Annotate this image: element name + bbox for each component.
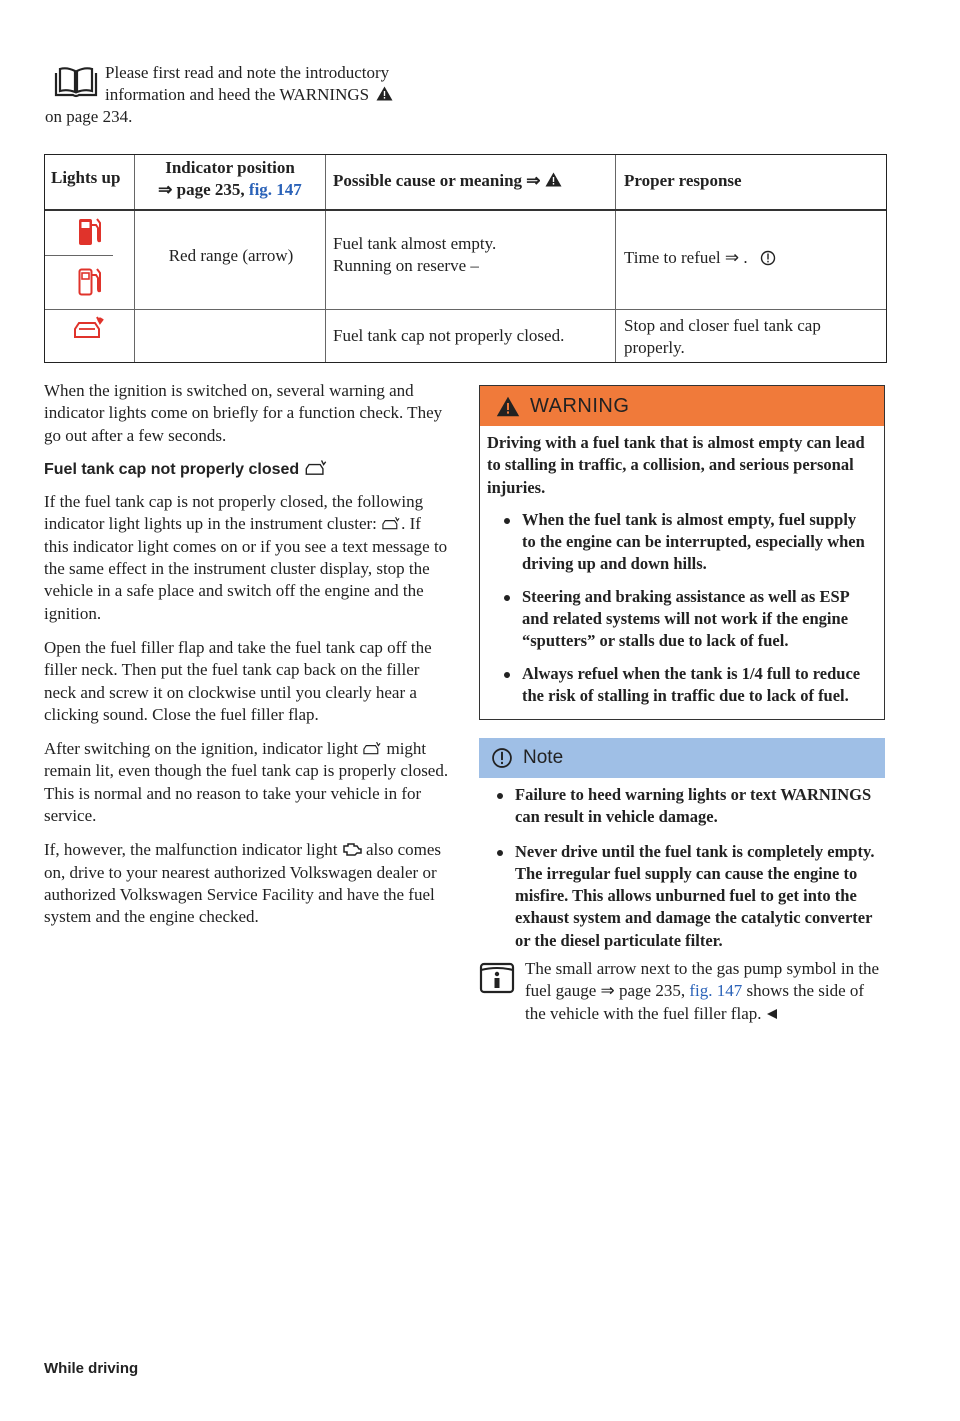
note-bullet: Failure to heed warning lights or text WARNINGS can result in vehicle damage. — [480, 784, 875, 829]
info-text: The small arrow next to the gas pump symbol in the fuel gauge ⇒ page 235, fig. 147 shows the side of the vehicle with the fuel filler flap. — [525, 959, 880, 1023]
paragraph-cap-warning: If the fuel tank cap is not properly closed, the following indicator light lights up in the instrument cluster: . If this indicator light comes on or if you see a text message to the same effect in the instrument cluster display, stop the vehicle in a safe place and switch off the engine and the ignition. — [44, 492, 448, 623]
paragraph-malfunction: If, however, the malfunction indicator light also comes on, drive to your nearest authorized Volkswagen dealer or authorized Volkswagen Service Facility and have the fuel system and the engine checked. — [44, 840, 442, 927]
header-indicator-position: Indicator position ⇒ page 235, fig. 147 — [158, 158, 302, 199]
warning-bullet: Steering and braking assistance as well as ESP and related systems will not work if the engine “sputters” or stalls due to lack of fuel. — [487, 586, 874, 653]
header-possible-cause: Possible cause or meaning ⇒ — [333, 170, 562, 192]
note-header: Note — [479, 738, 885, 778]
book-icon — [53, 65, 99, 105]
row2-response: Stop and closer fuel tank cap properly. — [624, 316, 821, 357]
header-lights-up: Lights up — [51, 168, 121, 187]
engine-malfunction-icon — [342, 842, 362, 856]
fuel-cap-icon — [362, 741, 382, 756]
fuel-cap-icon — [304, 459, 328, 477]
info-note — [479, 958, 889, 1025]
intro-line-3: on page 234. — [45, 107, 133, 126]
note-box — [479, 738, 885, 964]
fuel-pump-outline-icon — [77, 265, 103, 303]
row1-response: Time to refuel ⇒ . — [624, 247, 748, 269]
info-book-icon — [479, 960, 515, 996]
warning-triangle-icon — [376, 86, 393, 101]
paragraph-intro: When the ignition is switched on, several warning and indicator lights come on briefly for a function check. They go out after a few seconds. — [44, 381, 443, 445]
warning-intro: Driving with a fuel tank that is almost empty can lead to stalling in traffic, a collision, and serious personal injuries. — [487, 433, 865, 497]
indicator-table — [44, 154, 887, 363]
note-circle-icon — [760, 250, 776, 266]
page-footer: While driving — [44, 1360, 139, 1377]
header-proper-response: Proper response — [624, 171, 742, 190]
row1-cause: Fuel tank almost empty. Running on reserve – — [333, 234, 497, 275]
paragraph-instructions: Open the fuel filler flap and take the fuel tank cap off the filler neck. Then put the fuel tank cap back on the filler neck and screw it on clockwise until you clearly hear a clicking sound. Close the fuel filler flap. — [44, 637, 432, 724]
warning-bullet: When the fuel tank is almost empty, fuel supply to the engine can be interrupted, especially when driving up and down hills. — [487, 509, 874, 576]
fuel-cap-icon — [381, 516, 401, 531]
section-heading: Fuel tank cap not properly closed — [44, 459, 449, 481]
intro-line-1: Please first read and note the introductory — [105, 63, 390, 82]
warning-triangle-icon — [496, 396, 520, 417]
fuel-pump-red-icon — [77, 215, 103, 253]
warning-box — [479, 385, 885, 720]
left-column — [44, 380, 449, 941]
warning-bullet: Always refuel when the tank is 1/4 full to reduce the risk of stalling in traffic due to lack of fuel. — [487, 663, 874, 708]
note-bullet: Never drive until the fuel tank is completely empty. The irregular fuel supply can cause the engine to misfire. This allows unburned fuel to get into the exhaust system and damage the catalytic converter or the diesel particulate filter. — [480, 841, 875, 952]
intro-line-2: information and heed the WARNINGS — [45, 84, 475, 106]
end-arrow-icon — [766, 1008, 778, 1020]
paragraph-after-ignition: After switching on the ignition, indicator light might remain lit, even though the fuel tank cap is properly closed. This is normal and no reason to take your vehicle in for service. — [44, 739, 449, 826]
intro-note — [45, 62, 475, 128]
fuel-cap-red-icon — [73, 315, 105, 347]
note-circle-icon — [491, 747, 513, 769]
row2-cause: Fuel tank cap not properly closed. — [333, 326, 565, 345]
warning-header: WARNING — [480, 386, 884, 426]
row1-indicator: Red range (arrow) — [168, 246, 294, 265]
warning-triangle-icon — [545, 172, 562, 187]
